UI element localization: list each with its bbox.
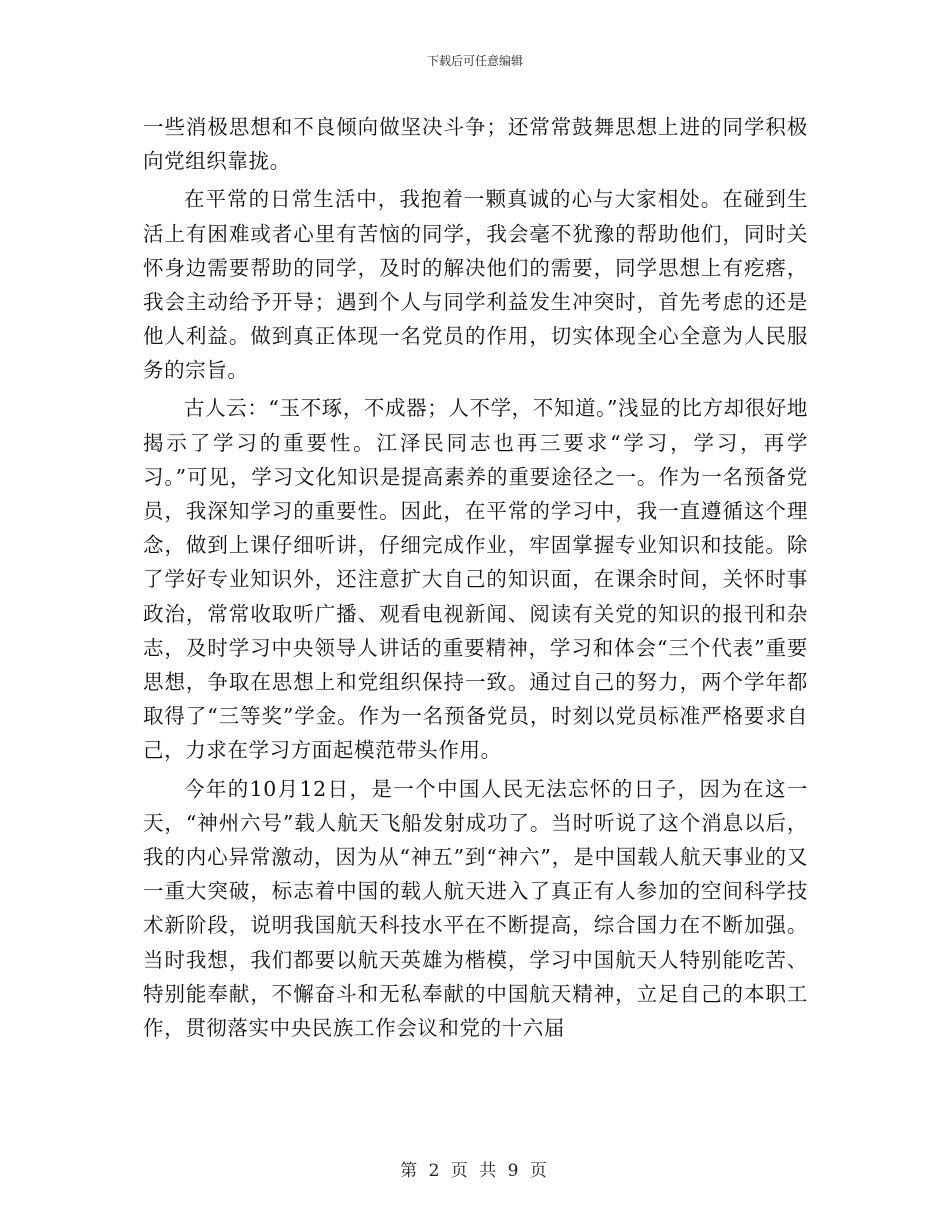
paragraph: 古人云：“玉不琢，不成器；人不学，不知道。”浅显的比方却很好地揭示了学习的重要性。江泽民同志也再三要求“学习，学习，再学习。”可见，学习文化知识是提高素养的重要途径之一。作为一名预备党员，我深知学习的重要性。因此，在平常的学习中，我一直遵循这个理念，做到上课仔细听讲，仔细完成作业，牢固掌握专业知识和技能。除了学好专业知识外，还注意扩大自己的知识面，在课余时间，关怀时事政治，常常收取听广播、观看电视新闻、阅读有关党的知识的报刊和杂志，及时学习中央领导人讲话的重要精神，学习和体会“三个代表”重要思想，争取在思想上和党组织保持一致。通过自己的努力，两个学年都取得了“三等奖”学金。作为一名预备党员，时刻以党员标准严格要求自己，力求在学习方面起模范带头作用。	[143, 396, 808, 763]
page-header: 下载后可任意编辑	[426, 54, 523, 68]
paragraph-continued: 一些消极思想和不良倾向做坚决斗争；还常常鼓舞思想上进的同学积极向党组织靠拢。	[143, 115, 808, 174]
paragraph: 在平常的日常生活中，我抱着一颗真诚的心与大家相处。在碰到生活上有困难或者心里有苦恼的同学，我会毫不犹豫的帮助他们，同时关怀身边需要帮助的同学，及时的解决他们的需要，同学思想上有疙瘩，我会主动给予开导；遇到个人与同学利益发生冲突时，首先考虑的还是他人利益。做到真正体现一名党员的作用，切实体现全心全意为人民服务的宗旨。	[143, 187, 808, 383]
page-number-footer: 第 2 页 共 9 页	[400, 1161, 550, 1181]
paragraph: 今年的10月12日，是一个中国人民无法忘怀的日子，因为在这一天，“神州六号”载人航天飞船发射成功了。当时听说了这个消息以后，我的内心异常激动，因为从“神五”到“神六”，是中国载人航天事业的又一重大突破，标志着中国的载人航天进入了真正有人参加的空间科学技术新阶段，说明我国航天科技水平在不断提高，综合国力在不断加强。当时我想，我们都要以航天英雄为楷模，学习中国航天人特别能吃苦、特别能奉献，不懈奋斗和无私奉献的中国航天精神，立足自己的本职工作，贯彻落实中央民族工作会议和党的十六届	[143, 776, 808, 1040]
document-body	[143, 110, 808, 1049]
